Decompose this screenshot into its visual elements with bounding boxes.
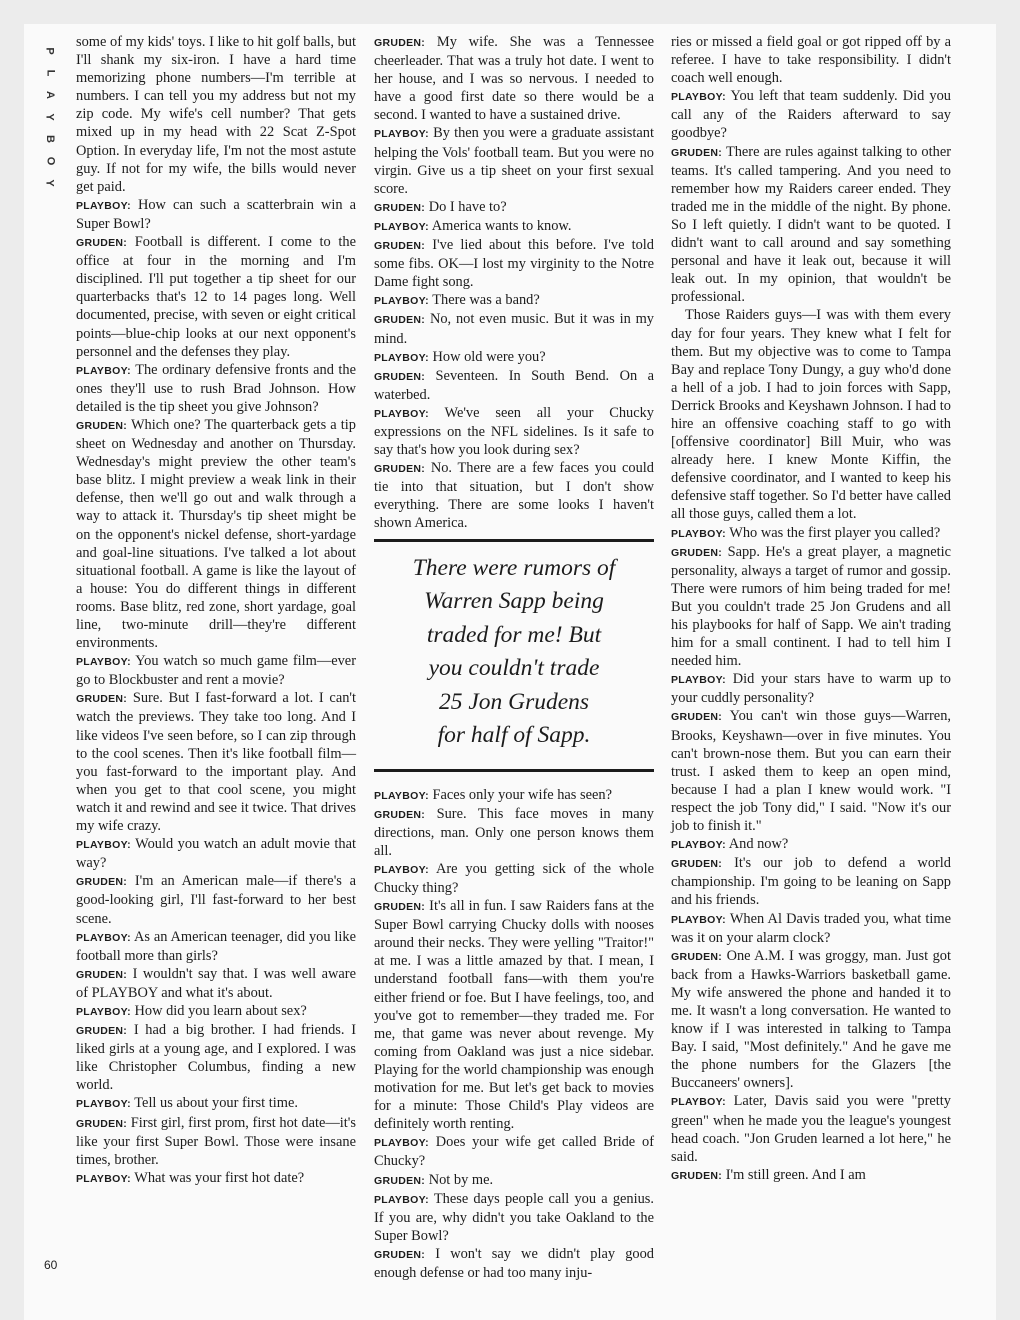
interview-paragraph	[671, 947, 951, 1093]
interview-paragraph	[76, 689, 356, 835]
interview-paragraph	[76, 361, 356, 416]
speaker-label: GRUDEN:	[374, 37, 426, 49]
paragraph-text: Who was the first player you called?	[729, 524, 941, 541]
paragraph-text: America wants to know.	[431, 217, 572, 234]
interview-paragraph	[374, 124, 654, 197]
interview-paragraph	[374, 348, 654, 367]
speaker-label: PLAYBOY:	[671, 1096, 726, 1109]
interview-paragraph	[671, 707, 951, 835]
speaker-label: PLAYBOY:	[671, 91, 726, 104]
interview-paragraph	[76, 652, 356, 689]
speaker-label: GRUDEN:	[374, 314, 426, 327]
section-title-letter: P	[44, 47, 56, 55]
page-number: 60	[44, 1258, 58, 1272]
paragraph-text: Sure. But I fast-forward a lot. I can't watch the previews. They take too long. And I like videos I've seen before, so I can zip through to the cool scenes. Then it's like football film—you fast-forward to the important play. And when you get to that cool scene, you might watch it and rewind and see it twice. That drives my wife crazy.	[76, 690, 356, 835]
paragraph-text: You watch so much game film—ever go to Blockbuster and rent a movie?	[76, 653, 356, 689]
section-title-letter: Y	[44, 179, 56, 187]
interview-paragraph	[76, 872, 356, 927]
interview-paragraph	[374, 1133, 654, 1170]
interview-paragraph	[374, 786, 654, 805]
paragraph-text: It's all in fun. I saw Raiders fans at the Super Bowl carrying Chucky dolls with nooses around their necks. They were yelling "Traitor!" at me. I was a little amazed by that. I mean, I understand football fans—with them you're either friend or foe. But I have feelings, too, and you've got to remember—they traded me. For me, that game was never about revenge. My coming from Oakland was just a nice sidebar. Playing for the world championship was enough motivation for me. But let's get back to movies for a minute: Those Child's Play videos are definitely worth renting.	[374, 898, 654, 1133]
pull-quote-line: you couldn't trade	[428, 655, 600, 682]
paragraph-text: I'm an American male—if there's a good-looking girl, I'll fast-forward to her best scene.	[76, 873, 356, 927]
interview-paragraph	[374, 1171, 654, 1190]
interview-paragraph	[76, 1094, 356, 1113]
interview-paragraph	[671, 910, 951, 947]
interview-paragraph	[671, 854, 951, 909]
speaker-label: PLAYBOY:	[671, 674, 726, 687]
pull-quote-line: There were rumors of	[412, 554, 616, 581]
interview-paragraph	[76, 33, 356, 196]
column-1	[76, 33, 356, 1188]
speaker-label: GRUDEN:	[76, 876, 128, 889]
interview-paragraph	[374, 1190, 654, 1245]
section-title-letter: O	[44, 156, 56, 166]
paragraph-text: Faces only your wife has seen?	[432, 786, 612, 803]
paragraph-text: No, not even music. But it was in my mind.	[374, 311, 654, 347]
interview-paragraph	[76, 1002, 356, 1021]
paragraph-text: Those Raiders guys—I was with them every day for four years. They knew what I felt for them. But my objective was to come to Tampa Bay and replace Tony Dungy, a guy who'd done a hell of a job. I had to join forces with Sapp, Derrick Brooks and Keyshawn Johnson. I had to hire an offensive coaching staff to go with [offensive coordinator] Bill Muir, who was already here. I knew Monte Kiffin, the defensive coordinator, and I wanted to keep his defensive staff together. So I'd better have called all those guys, called them a lot.	[671, 307, 951, 523]
paragraph-text: Football is different. I come to the office at four in the morning and I'm disciplined. I'll put together a tip sheet for our quarterbacks that's 12 to 14 pages long. Well documented, precise, with seven or eight critical points—blue-chip looks at our next opponent's personnel and the defenses they play.	[76, 234, 356, 360]
interview-paragraph	[671, 1166, 951, 1185]
speaker-label: GRUDEN:	[671, 546, 723, 559]
speaker-label: PLAYBOY:	[671, 527, 726, 540]
interview-paragraph	[671, 143, 951, 307]
interview-paragraph	[374, 367, 654, 404]
speaker-label: PLAYBOY:	[374, 128, 429, 141]
speaker-label: GRUDEN:	[76, 1025, 128, 1038]
interview-paragraph	[374, 198, 654, 217]
speaker-label: PLAYBOY:	[671, 839, 726, 852]
paragraph-text: My wife. She was a Tennessee cheerleader. That was a truly hot date. I went to her house, and I was so nervous. I needed to have a good first date so there would be a second. I wanted to have a sustained drive.	[374, 34, 654, 124]
interview-paragraph	[671, 524, 951, 543]
paragraph-text: The ordinary defensive fronts and the ones they'll use to rush Brad Johnson. How detailed is the tip sheet you give Johnson?	[76, 361, 356, 415]
interview-paragraph	[374, 805, 654, 860]
speaker-label: GRUDEN:	[671, 1169, 723, 1182]
speaker-label: PLAYBOY:	[374, 1193, 429, 1206]
paragraph-text: These days people call you a genius. If you are, why didn't you take Oakland to the Super Bowl?	[374, 1190, 654, 1244]
interview-paragraph	[374, 1245, 654, 1282]
section-title-letter: A	[43, 91, 56, 99]
paragraph-text: First girl, first prom, first hot date—it's like your first Super Bowl. Those were insane times, brother.	[76, 1114, 356, 1168]
section-title-letter: B	[43, 135, 56, 143]
speaker-label: PLAYBOY:	[76, 931, 131, 944]
column-2-top-text	[374, 33, 654, 533]
speaker-label: GRUDEN:	[671, 950, 723, 963]
interview-paragraph	[76, 416, 356, 652]
column-3	[671, 33, 951, 1185]
speaker-label: GRUDEN:	[374, 1174, 426, 1187]
speaker-label: GRUDEN:	[76, 693, 128, 706]
interview-paragraph	[76, 965, 356, 1002]
column-2	[374, 33, 654, 1282]
paragraph-text: No. There are a few faces you could tie into that situation, but I don't show everything. There are some looks I haven't shown America.	[374, 460, 654, 532]
speaker-label: PLAYBOY:	[76, 1172, 131, 1185]
paragraph-text: How did you learn about sex?	[134, 1002, 307, 1019]
interview-paragraph	[76, 1169, 356, 1188]
paragraph-text: Seventeen. In South Bend. On a waterbed.	[374, 367, 654, 403]
paragraph-text: I'm still green. And I am	[725, 1166, 866, 1183]
interview-paragraph	[374, 217, 654, 236]
speaker-label: GRUDEN:	[374, 201, 426, 214]
interview-paragraph	[76, 233, 356, 361]
interview-paragraph	[76, 928, 356, 965]
speaker-label: GRUDEN:	[671, 858, 723, 871]
paragraph-text: Did your stars have to warm up to your cuddly personality?	[671, 671, 952, 707]
interview-paragraph	[374, 860, 654, 897]
speaker-label: GRUDEN:	[671, 711, 723, 724]
paragraph-text: We've seen all your Chucky expressions on the NFL sidelines. Is it safe to say that's how you look during sex?	[374, 404, 654, 459]
speaker-label: PLAYBOY:	[374, 351, 429, 364]
interview-paragraph	[374, 897, 654, 1133]
speaker-label: GRUDEN:	[374, 463, 426, 476]
interview-paragraph	[374, 459, 654, 532]
section-title-letter: Y	[44, 113, 56, 121]
interview-paragraph	[374, 310, 654, 347]
pull-quote	[374, 539, 654, 772]
paragraph-text: There was a band?	[432, 292, 540, 309]
speaker-label: GRUDEN:	[374, 240, 426, 253]
speaker-label: GRUDEN:	[76, 1117, 128, 1130]
interview-paragraph	[76, 835, 356, 872]
paragraph-text: Which one? The quarterback gets a tip sheet on Wednesday and another on Thursday. Wednesday's might preview the other team's base blitz. I might preview a weak link in their defense, then we'll go out and walk through a way to attack it. Thursday's tip sheet might be on the opponent's nickel defense, short-yardage and goal-line situations. I've talked a lot about situational football. A game is like the layout of a house: You do different things in different rooms. Base blitz, red zone, short yardage, goal line, two-minute drill—they're different environments.	[76, 416, 356, 652]
speaker-label: PLAYBOY:	[76, 839, 131, 852]
speaker-label: PLAYBOY:	[374, 220, 429, 233]
paragraph-text: Would you watch an adult movie that way?	[76, 836, 357, 872]
interview-paragraph	[671, 670, 951, 707]
interview-paragraph	[76, 196, 356, 233]
paragraph-text: ries or missed a field goal or got ripped off by a referee. I have to take responsibility. I didn't coach well enough.	[671, 34, 951, 87]
interview-paragraph	[671, 87, 951, 142]
speaker-label: PLAYBOY:	[374, 863, 429, 876]
paragraph-text: Sure. This face moves in many directions, man. Only one person knows them all.	[374, 805, 654, 859]
interview-paragraph	[76, 1021, 356, 1094]
column-2-bottom-text	[374, 786, 654, 1283]
interview-paragraph	[671, 835, 951, 854]
speaker-label: PLAYBOY:	[76, 364, 131, 377]
speaker-label: GRUDEN:	[76, 237, 128, 250]
paragraph-text: There are rules against talking to other teams. It's called tampering. And you need to remember how my Raiders career ended. They traded me in the middle of the night. By phone. So I left quietly. I didn't want to be quoted. I didn't want to call around and say something personal and have it leak out, because it will leak out. In my opinion, that wouldn't be professional.	[671, 143, 951, 306]
speaker-label: GRUDEN:	[76, 419, 128, 432]
paragraph-text: You can't win those guys—Warren, Brooks, Keyshawn—over in five minutes. You can't brown-nose them. But you can earn their trust. I asked them to keep an open mind, because I had a plan I knew would work. "I respect the job Tony did," I said. "Now it's our job to finish it."	[671, 708, 951, 835]
speaker-label: GRUDEN:	[76, 968, 128, 981]
paragraph-text: I had a big brother. I had friends. I liked girls at a young age, and I explored. I was like Christopher Columbus, finding a new world.	[76, 1022, 356, 1094]
interview-paragraph	[374, 33, 654, 124]
paragraph-text: some of my kids' toys. I like to hit golf balls, but I'll shank my six-iron. I have a hard time memorizing phone numbers—I'm terrible at numbers. I can tell you my address but not my zip code. My wife's cell number? That gets mixed up in my head with 22 Scat Z-Spot Option. In everyday life, I'm not the most astute guy. If not for my wife, the bills would never get paid.	[76, 34, 356, 195]
pull-quote-line: for half of Sapp.	[437, 722, 591, 749]
interview-paragraph	[76, 1114, 356, 1169]
speaker-label: PLAYBOY:	[374, 407, 429, 420]
interview-paragraph	[374, 291, 654, 310]
interview-paragraph	[671, 1092, 951, 1165]
paragraph-text: What was your first hot date?	[134, 1169, 305, 1186]
speaker-label: PLAYBOY:	[374, 295, 429, 308]
section-title-letter: L	[43, 69, 56, 77]
paragraph-text: Are you getting sick of the whole Chucky thing?	[374, 860, 654, 896]
paragraph-text: By then you were a graduate assistant helping the Vols' football team. But you were no virgin. Give us a tip sheet on your first sexual score.	[374, 125, 654, 197]
speaker-label: GRUDEN:	[374, 1248, 426, 1261]
paragraph-text: When Al Davis traded you, what time was it on your alarm clock?	[671, 910, 951, 946]
section-title-vertical	[38, 40, 62, 194]
interview-paragraph	[374, 236, 654, 291]
speaker-label: PLAYBOY:	[76, 1098, 131, 1111]
paragraph-text: You left that team suddenly. Did you call any of the Raiders afterward to say goodbye?	[671, 88, 951, 142]
paragraph-text: I've lied about this before. I've told some fibs. OK—I lost my virginity to the Notre Dame fight song.	[374, 237, 654, 291]
speaker-label: PLAYBOY:	[76, 199, 131, 212]
pull-quote-line: Warren Sapp being	[424, 588, 604, 615]
paragraph-text: I won't say we didn't play good enough defense or had too many inju-	[374, 1245, 654, 1281]
paragraph-text: Do I have to?	[428, 198, 507, 215]
paragraph-text: How old were you?	[432, 348, 546, 365]
speaker-label: PLAYBOY:	[671, 913, 726, 926]
speaker-label: GRUDEN:	[671, 146, 723, 159]
speaker-label: PLAYBOY:	[374, 789, 429, 802]
interview-paragraph	[671, 543, 951, 671]
paragraph-text: Not by me.	[428, 1171, 494, 1188]
paragraph-text: One A.M. I was groggy, man. Just got back from a Hawks-Warriors basketball game. My wife answered the phone and handed it to me. It wasn't a long conversation. He wanted to know if I was interested in talking to Tampa Bay. I said, "Most definitely." And he gave me the phone numbers for the Glazers [the Buccaneers' owners].	[671, 947, 951, 1092]
interview-paragraph	[671, 306, 951, 523]
pull-quote-line: traded for me! But	[426, 621, 602, 648]
paragraph-text: I wouldn't say that. I was well aware of PLAYBOY and what it's about.	[76, 965, 356, 1001]
paragraph-text: Later, Davis said you were "pretty green" when he made you the league's youngest head coach. "Jon Gruden learned a lot here," he said.	[671, 1093, 951, 1165]
speaker-label: PLAYBOY:	[76, 1005, 131, 1018]
speaker-label: PLAYBOY:	[374, 1137, 429, 1150]
paragraph-text: And now?	[728, 836, 789, 853]
speaker-label: GRUDEN:	[374, 808, 426, 821]
interview-paragraph	[671, 33, 951, 87]
pull-quote-line: 25 Jon Grudens	[438, 688, 590, 715]
interview-paragraph	[374, 404, 654, 459]
paragraph-text: Sapp. He's a great player, a magnetic personality, always a target of rumor and gossip. There were rumors of him being traded for me! But you couldn't trade 25 Jon Grudens and all his playbooks for half of Sapp. We ain't trading him for a small continent. I had to tell him I needed him.	[671, 543, 951, 670]
speaker-label: GRUDEN:	[374, 901, 426, 914]
paragraph-text: Does your wife get called Bride of Chucky?	[374, 1134, 654, 1170]
paragraph-text: As an American teenager, did you like football more than girls?	[76, 928, 356, 964]
paragraph-text: It's our job to defend a world championship. I'm going to be leaning on Sapp and his friends.	[671, 855, 951, 909]
speaker-label: GRUDEN:	[374, 370, 426, 383]
speaker-label: PLAYBOY:	[76, 656, 131, 669]
paragraph-text: Tell us about your first time.	[134, 1095, 298, 1112]
paragraph-text: How can such a scatterbrain win a Super Bowl?	[76, 196, 356, 232]
